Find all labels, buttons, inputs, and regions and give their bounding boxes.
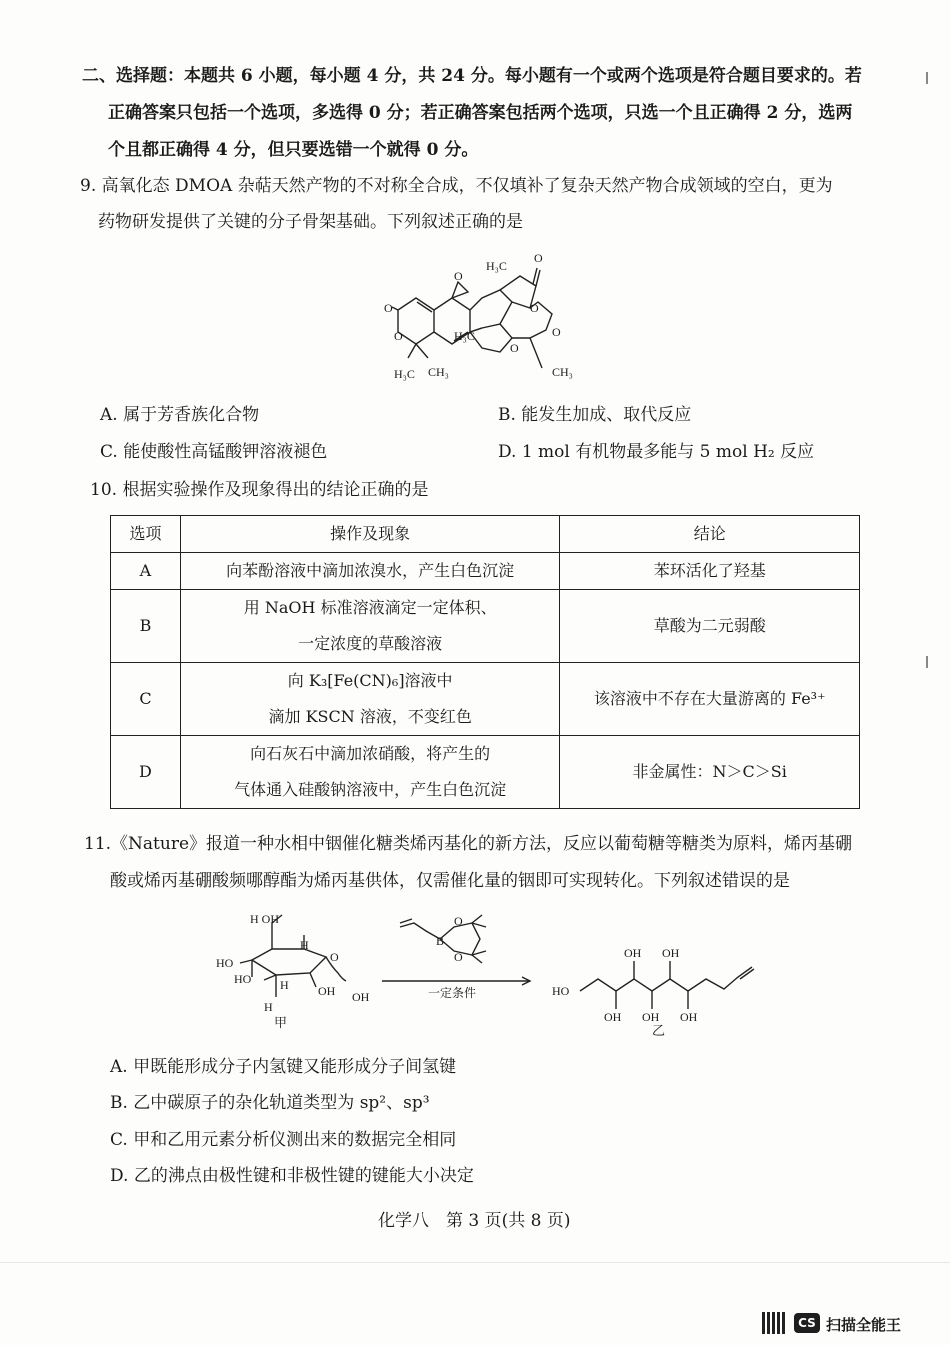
q9-stem-line2: 药物研发提供了关键的分子骨架基础。下列叙述正确的是 [98,212,523,232]
q11-label-oh-a: OH [624,946,642,960]
q11-label-o-b1: O [454,914,463,928]
table-cell-operation-line1: 向石灰石中滴加浓硝酸，将产生的 [250,744,491,763]
q9-label-h3c-bot: H₃C [394,367,415,381]
q9-label-h3c-top: H₃C [486,259,507,273]
table-row [111,663,860,736]
table-row [111,736,860,809]
q11-label-oh-b: OH [662,946,680,960]
q10-table [110,515,860,809]
q11-stem-line2: 酸或烯丙基硼酸频哪醇酯为烯丙基供体，仅需催化量的铟即可实现转化。下列叙述错误的是 [110,871,790,891]
page-edge-divider [0,1262,950,1263]
q9-label-ch3-bot: CH₃ [428,365,449,379]
q11-label-o-b2: O [454,950,463,964]
q9-label-o4: O [534,251,543,265]
q11-label-oh-d: OH [642,1010,660,1024]
qr-code-icon [762,1312,786,1334]
table-header-row [111,516,860,553]
scan-mark [926,656,928,668]
table-cell-option: C [111,663,181,736]
q11-option-b: B. 乙中碳原子的杂化轨道类型为 sp²、sp³ [110,1093,430,1113]
scanner-watermark-text: 扫描全能王 [826,1316,902,1334]
table-cell-operation-line1: 向 K₃[Fe(CN)₆]溶液中 [287,671,453,690]
q9-stem-line1: 9. 高氧化态 DMOA 杂萜天然产物的不对称全合成，不仅填补了复杂天然产物合成领域的空白，更为 [80,176,833,196]
q11-option-c: C. 甲和乙用元素分析仪测出来的数据完全相同 [110,1130,457,1150]
q9-option-a: A. 属于芳香族化合物 [100,405,260,425]
q9-label-ch3-right: CH₃ [552,365,573,379]
q11-label-jia: 甲 [274,1015,288,1030]
table-cell-operation-line2: 滴加 KSCN 溶液，不变红色 [268,707,472,726]
table-cell-conclusion: 非金属性：N＞C＞Si [560,736,860,809]
table-header-cell: 操作及现象 [180,516,560,553]
table-cell-operation [180,736,560,809]
q11-label-h3: H [264,1000,273,1014]
table-row [111,553,860,590]
section-instruction-line3: 个且都正确得 4 分，但只要选错一个就得 0 分。 [108,140,479,160]
table-cell-conclusion: 苯环活化了羟基 [560,553,860,590]
q11-label-condition: 一定条件 [428,986,477,1000]
table-cell-operation [180,590,560,663]
q11-option-d: D. 乙的沸点由极性键和非极性键的键能大小决定 [110,1166,474,1186]
q9-dmoa-structure [370,240,590,390]
table-cell-option: B [111,590,181,663]
q11-label-oh-c: OH [604,1010,622,1024]
q9-label-o6: O [552,325,561,339]
q11-label-h1: H [300,938,309,952]
scan-mark [926,72,928,84]
q9-label-o2: O [394,329,403,343]
table-cell-option: D [111,736,181,809]
q11-label-h2: H [280,978,289,992]
q11-label-ho1: HO [216,956,234,970]
q11-stem-line1: 11.《Nature》报道一种水相中铟催化糖类烯丙基化的新方法，反应以葡萄糖等糖类为原料，烯丙基硼 [84,834,853,854]
q9-label-o3: O [454,269,463,283]
q11-label-b: B [436,934,445,948]
q9-label-o5: O [530,301,539,315]
table-cell-operation: 向苯酚溶液中滴加浓溴水，产生白色沉淀 [180,553,560,590]
table-cell-operation-line1: 用 NaOH 标准溶液滴定一定体积、 [243,598,497,617]
q9-label-o7: O [510,341,519,355]
q11-label-oh-e: OH [680,1010,698,1024]
q11-label-yi: 乙 [652,1023,666,1038]
table-cell-operation-line2: 一定浓度的草酸溶液 [298,634,443,653]
q11-label-o-ring: O [330,950,339,964]
q9-option-d: D. 1 mol 有机物最多能与 5 mol H₂ 反应 [498,442,815,462]
q11-option-a: A. 甲既能形成分子内氢键又能形成分子间氢键 [110,1057,457,1077]
table-row [111,590,860,663]
q11-label-oh1: OH [318,984,336,998]
table-cell-operation-line2: 气体通入硅酸钠溶液中，产生白色沉淀 [234,780,507,799]
table-cell-option: A [111,553,181,590]
q11-label-oh2: OH [352,990,370,1004]
q11-label-ho2: HO [234,972,252,986]
q9-option-c: C. 能使酸性高锰酸钾溶液褪色 [100,442,328,462]
q11-label-h-oh: H OH [250,912,279,926]
camscanner-logo-icon: CS [794,1313,820,1333]
page-footer: 化学八 第 3 页(共 8 页) [378,1211,571,1231]
q9-label-h3c-mid: H₃C [454,329,475,343]
q11-reaction-scheme [200,905,780,1040]
table-cell-conclusion: 该溶液中不存在大量游离的 Fe³⁺ [560,663,860,736]
section-instruction-line2: 正确答案只包括一个选项，多选得 0 分；若正确答案包括两个选项，只选一个且正确得 2 分，选两 [108,103,853,123]
q11-label-ho-chain: HO [552,984,570,998]
q9-option-b: B. 能发生加成、取代反应 [498,405,692,425]
table-header-cell: 选项 [111,516,181,553]
section-instruction-line1: 二、选择题：本题共 6 小题，每小题 4 分，共 24 分。每小题有一个或两个选项是符合题目要求的。若 [82,66,862,86]
table-header-cell: 结论 [560,516,860,553]
q10-stem: 10. 根据实验操作及现象得出的结论正确的是 [90,480,429,500]
q9-label-o1: O [384,301,393,315]
table-cell-operation [180,663,560,736]
table-cell-conclusion: 草酸为二元弱酸 [560,590,860,663]
